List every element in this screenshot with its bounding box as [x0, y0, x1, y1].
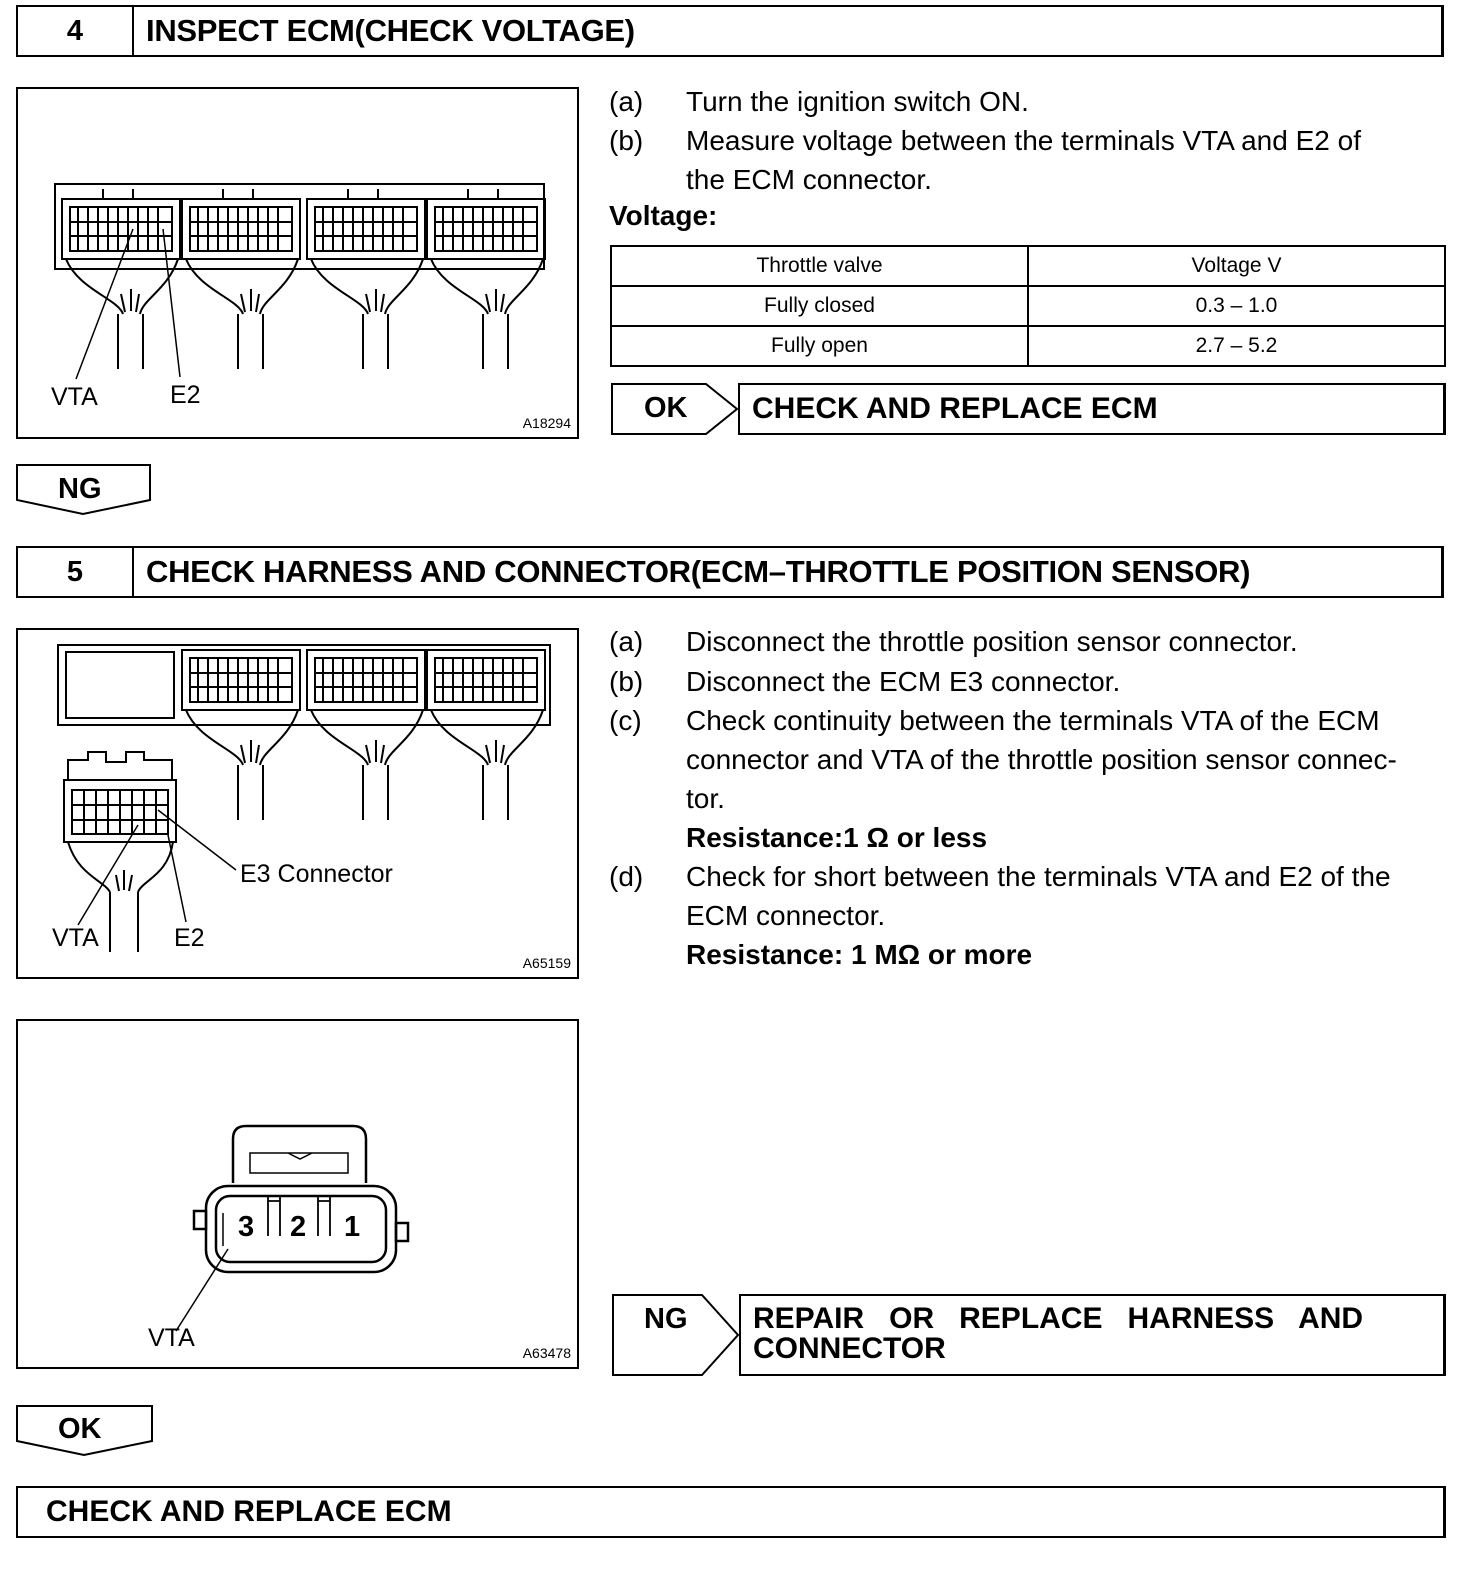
pin-3: 3 — [238, 1211, 255, 1243]
instruction-text: Measure voltage between the terminals VTA and E2 of — [686, 125, 1361, 156]
instruction-text: Check for short between the terminals VTA and E2 of the — [686, 861, 1391, 892]
instruction-label: (c) — [609, 705, 642, 736]
instruction-text-cont: tor. — [686, 783, 725, 814]
figure-id: A63478 — [522, 1345, 571, 1361]
ng-tag: NG — [644, 1303, 688, 1335]
table-header-row — [611, 246, 1445, 286]
table-header: Voltage V — [1028, 246, 1445, 286]
table-row — [611, 286, 1445, 326]
resistance-spec: Resistance: 1 MΩ or more — [686, 939, 1033, 970]
pin-2: 2 — [290, 1211, 307, 1243]
table-row — [611, 326, 1445, 366]
figure-id: A18294 — [522, 415, 571, 431]
ng-result-line2: CONNECTOR — [753, 1332, 946, 1365]
table-cell: Fully open — [611, 326, 1028, 366]
table-cell: Fully closed — [611, 286, 1028, 326]
label-e2: E2 — [170, 381, 201, 409]
label-vta: VTA — [148, 1324, 195, 1352]
step5-instruction-d — [609, 857, 1449, 977]
label-e3-connector: E3 Connector — [240, 860, 393, 888]
instruction-text-cont: the ECM connector. — [686, 164, 932, 195]
step5-instruction-b — [609, 662, 1449, 702]
step4-number: 4 — [18, 7, 134, 55]
label-vta: VTA — [51, 383, 98, 411]
instruction-text: Check continuity between the terminals VTA of the ECM — [686, 705, 1380, 736]
step5-title: CHECK HARNESS AND CONNECTOR(ECM–THROTTLE POSITION SENSOR) — [146, 554, 1251, 589]
ok-result-box: CHECK AND REPLACE ECM — [738, 383, 1446, 435]
instruction-label: (a) — [609, 626, 644, 657]
instruction-label: (b) — [609, 666, 644, 697]
resistance-spec: Resistance:1 Ω or less — [686, 822, 988, 853]
instruction-text: Turn the ignition switch ON. — [686, 86, 1029, 117]
spec-heading: Voltage: — [609, 200, 718, 231]
figure-id: A65159 — [522, 955, 571, 971]
instruction-text: Disconnect the ECM E3 connector. — [686, 666, 1121, 697]
table-cell: 2.7 – 5.2 — [1028, 326, 1445, 366]
step5-header — [16, 546, 1444, 598]
final-result-box: CHECK AND REPLACE ECM — [16, 1486, 1446, 1538]
instruction-label: (b) — [609, 125, 644, 156]
ecm-connectors-diagram — [18, 89, 577, 437]
pin-1: 1 — [344, 1211, 361, 1243]
instruction-label: (a) — [609, 86, 644, 117]
tps-connector-diagram — [18, 1021, 577, 1367]
ng-result-box — [739, 1294, 1446, 1376]
step4-header — [16, 5, 1444, 57]
instruction-label: (d) — [609, 861, 644, 892]
instruction-text-cont: connector and VTA of the throttle position sensor connec- — [686, 744, 1397, 775]
step5-instruction-c — [609, 701, 1449, 859]
step5-instruction-a — [609, 622, 1449, 662]
ok-tag: OK — [58, 1413, 102, 1445]
ng-result-line1: REPAIR OR REPLACE HARNESS AND — [753, 1302, 1364, 1335]
ng-tag: NG — [58, 473, 102, 505]
ecm-e3-connector-diagram — [18, 630, 577, 977]
table-header: Throttle valve — [611, 246, 1028, 286]
table-cell: 0.3 – 1.0 — [1028, 286, 1445, 326]
step5-figure2 — [16, 1019, 579, 1369]
instruction-text-cont: ECM connector. — [686, 900, 886, 931]
step4-instruction-a — [609, 82, 1449, 122]
label-vta: VTA — [52, 924, 99, 952]
ok-tag: OK — [644, 392, 688, 424]
label-e2: E2 — [174, 924, 205, 952]
voltage-table — [610, 245, 1446, 367]
step4-instruction-b — [609, 121, 1449, 201]
step4-title: INSPECT ECM(CHECK VOLTAGE) — [146, 13, 635, 48]
step5-number: 5 — [18, 548, 134, 596]
instruction-text: Disconnect the throttle position sensor connector. — [686, 626, 1298, 657]
step4-figure — [16, 87, 579, 439]
step5-figure1 — [16, 628, 579, 979]
